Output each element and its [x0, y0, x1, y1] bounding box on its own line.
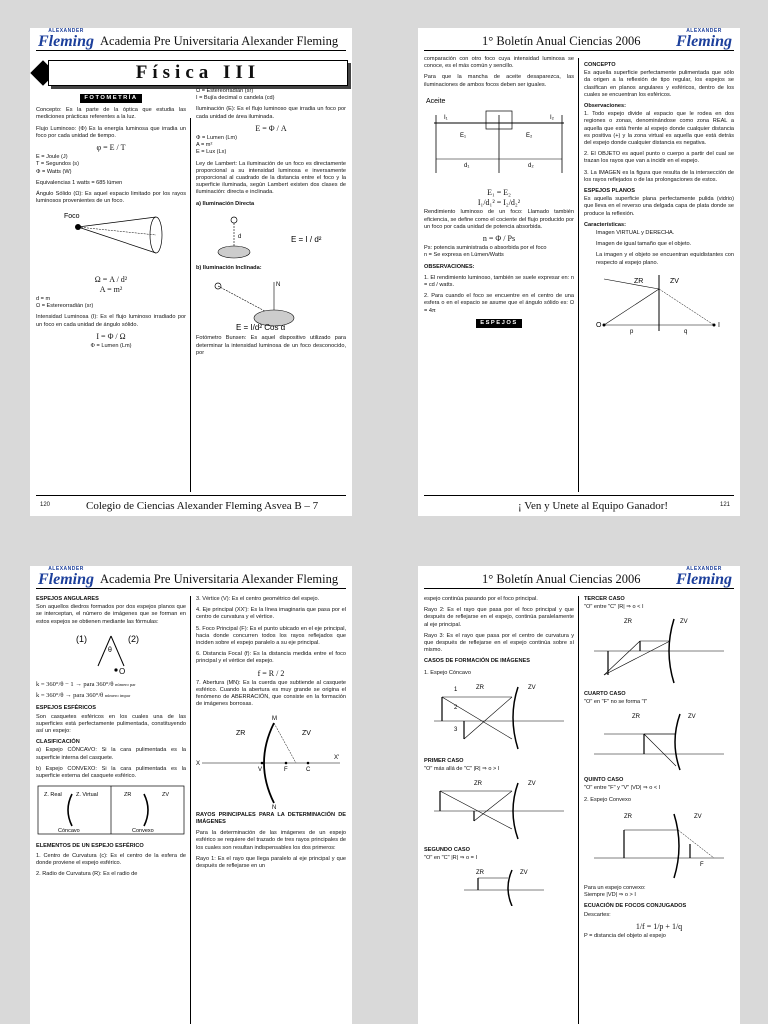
rendimiento-text: Rendimiento luminoso de un foco: Llamado también eficiencia, se define como el cociente del flujo producido por un foco por cada unidad de potencia absorbida. [424, 209, 574, 230]
z-real-label: Z. Real [44, 792, 62, 799]
esfericos-title: ESPEJOS ESFÉRICOS [36, 705, 96, 712]
page-number: 120 [40, 502, 51, 508]
omega-units: d = m Ω = Estereorradián (sr) [36, 296, 94, 310]
svg-text:ZV: ZV [688, 714, 696, 721]
concepto-text: Concepto: Es la parte de la óptica que estudia las mediciones prácticas referentes a la luz. [36, 107, 186, 121]
cuarto-caso-desc: "O" en "F" no se forma "I" [584, 698, 648, 705]
page-number: 121 [719, 502, 730, 508]
concavo-label: Cóncavo [58, 828, 80, 835]
rayo3-text: Rayo 3: Es el rayo que pasa por el centro de curvatura y que después de reflejarse en el espejo continúa sobre sí mismo. [424, 632, 574, 654]
header-rule [36, 588, 346, 589]
aceite-label: Aceite [426, 97, 446, 105]
svg-text:d₁: d₁ [464, 162, 470, 169]
p-definition: P = distancia del objeto al espejo [584, 933, 666, 940]
descartes-formula: 1/f = 1/p + 1/q [635, 921, 683, 931]
continua-text: espejo continúa pasando por el foco principal. [424, 596, 538, 602]
svg-text:ZR: ZR [476, 870, 484, 877]
convexo-label: Convexo [132, 828, 154, 835]
rayos-title: RAYOS PRINCIPALES PARA LA DETERMINACIÓN DE IMÁGENES [196, 811, 346, 826]
svg-text:F: F [284, 766, 288, 773]
column-right: CONCEPTO Es aquella superficie perfectamente pulimentada que sólo da origen a la reflexión de tipo regular, los espejos se clasifican en planos angulares y esféricos, dentro de los cuales se encuentran los esféricos. Observaciones: 1. Todo espejo divide al espacio que le rodea en dos regiones o zonas, denominándose como zona REAL a aquella que está frente al espejo donde cualquier distancia es positiva (+) y la zona virtual es aquella que está detrás del espejo donde cualquier distancia es negativa. 2. El OBJETO es aquel punto o cuerpo a partir del cual se trazan los rayos que van a incidir en el espejo. 3. La IMAGEN es la figura que resulta de la intersección de los rayos reflejados o de las prolongaciones de estos. ESPEJOS PLANOS Es aquella superficie plana perfectamente pulida (vidrio) que lleva en el reverso una delgada capa de plata donde se produce la reflexión. Características: Imagen VIRTUAL y DERECHA. Imagen de igual tamaño que el objeto. La imagen y el objeto se encuentran equidistantes con respecto al espejo plano. ZR ZV O I p q [584, 62, 734, 335]
column-divider [190, 596, 191, 1024]
page-122 [30, 566, 352, 1024]
page-footer: Colegio de Ciencias Alexander Fleming Asvea B – 7 [86, 500, 319, 512]
flujo-text: Flujo Luminoso: (Φ) Es la energía luminosa que irradia un foco por cada unidad de tiempo. [36, 125, 186, 139]
tercer-caso-title: TERCER CASO [584, 596, 625, 602]
fleming-logo: ALEXANDER Fleming [675, 28, 732, 50]
caracteristicas-title: Características: [584, 221, 626, 228]
inclinada-label: b) Iluminación Inclinada: [196, 265, 262, 272]
header-rule [424, 588, 734, 589]
page-header: Academia Pre Universitaria Alexander Fleming [100, 34, 339, 48]
solid-angle-diagram [36, 209, 186, 269]
convex-mirror-diagram [584, 808, 734, 882]
elementos-title: ELEMENTOS DE UN ESPEJO ESFÉRICO [36, 843, 144, 850]
col2-top-units: Ω = Estereorradián (sr) I = Bujía decimal o candela (cd) [196, 88, 275, 102]
footer-rule [424, 495, 734, 496]
flujo-formula: φ = E / T [96, 143, 126, 153]
convexo-desc: Para un espejo convexo: Siempre |VD| ⇒ o > I [584, 885, 646, 899]
segundo-caso-desc: "O" en "C" |R| ⇒ o = I [424, 854, 477, 861]
angular-mirror-diagram [36, 630, 186, 676]
svg-text:ZV: ZV [520, 870, 528, 877]
svg-text:ZR: ZR [476, 684, 484, 691]
clasificacion-title: CLASIFICACIÓN [36, 739, 80, 746]
page-header: 1° Boletín Anual Ciencias 2006 [482, 572, 641, 586]
concave-convex-diagram [36, 784, 186, 836]
inclined-illumination-diagram [196, 276, 346, 332]
section-tag: ESPEJOS [476, 319, 522, 328]
svg-text:C: C [306, 766, 311, 773]
elemento-7: 7. Abertura (MN): Es la cuerda que subtiende al casquete esférico. Cuando la abertura es muy grande se origina el fenómeno de ABERRACIÓN, que consiste en la formación de imágenes borrosas. [196, 679, 346, 708]
second-case-diagram [424, 866, 574, 906]
concepto-title: CONCEPTO [584, 62, 616, 68]
fleming-logo: ALEXANDER Fleming [37, 28, 94, 50]
focal-formula: f = R / 2 [257, 668, 285, 678]
z-virtual-label: Z. Virtual [76, 792, 98, 799]
elemento-3: 3. Vértice (V): Es el centro geométrico del espejo. [196, 596, 320, 602]
intensidad-formula: I = Φ / Ω [96, 331, 126, 341]
quinto-caso-desc: "O" entre "F" y "V" |VD| ⇒ o < I [584, 785, 661, 792]
svg-text:N: N [272, 804, 277, 809]
svg-text:ZV: ZV [162, 792, 170, 799]
column-divider [578, 596, 579, 1024]
esfericos-text: Son casquetes esféricos en los cuales una de las superficies está perfectamente pulimentada, constituyendo así un espejo: [36, 713, 186, 735]
intro-text: comparación con otro foco cuya intensidad luminosa se conoce, es el más común y sencillo. [424, 56, 574, 70]
clasificacion-a: a) Espejo CÓNCAVO: Si la cara pulimentada es la superficie interna del casquete. [36, 747, 186, 761]
observacion-espejos-3: 3. La IMAGEN es la figura que resulta de la intersección de los rayos reflejados o de las prolongaciones de estos. [584, 169, 734, 183]
ecuacion-title: ECUACIÓN DE FOCOS CONJUGADOS [584, 903, 687, 910]
svg-text:(2): (2) [128, 633, 139, 644]
bunsen-formula: I₁/d₁² = I₂/d₂² [477, 198, 521, 208]
casos-title: CASOS DE FORMACIÓN DE IMÁGENES [424, 658, 530, 665]
convexo-title: 2. Espejo Convexo [584, 796, 631, 803]
primer-caso-desc: "O" más allá de "C" |R| ⇒ o > I [424, 766, 500, 773]
fleming-logo: ALEXANDER Fleming [675, 566, 732, 588]
iluminacion-text: Iluminación (E): Es el flujo luminoso que irradia un foco por cada unidad de área iluminada. [196, 106, 346, 120]
ps-text: Ps: potencia suministrada o absorbida por el foco n = Se expresa en Lúmen/Watts [424, 245, 547, 259]
intensidad-text: Intensidad Luminosa (I): Es el flujo luminoso irradiado por un foco en cada unidad de ángulo sólido. [36, 314, 186, 328]
svg-text:3: 3 [454, 726, 458, 733]
svg-text:V: V [258, 766, 263, 773]
caracteristica-1: Imagen VIRTUAL y DERECHA. [596, 230, 675, 237]
directa-label: a) Iluminación Directa [196, 200, 255, 207]
planos-title: ESPEJOS PLANOS [584, 188, 635, 195]
svg-text:E = I/d² Cos α: E = I/d² Cos α [236, 323, 286, 333]
observaciones-title: OBSERVACIONES: [424, 263, 475, 270]
bunsen-text: Fotómetro Bunsen: Es aquel dispositivo utilizado para determinar la intensidad luminosa de un foco desconocido, por [196, 335, 346, 356]
rayos-text: Para la determinación de las imágenes de un espejo esférico se requiere del trazado de tres rayos principales de los cuales son resultan indispensables los dos primeros: [196, 830, 346, 851]
area-unit: A = m² [99, 284, 123, 294]
column-left [36, 94, 186, 354]
observacion-2: 2. Para cuando el foco se encuentre en el centro de una esfera o en el espacio se asume que el ángulo sólido es: Ω = 4π [424, 293, 574, 314]
rendimiento-formula: n = Φ / Ps [482, 234, 516, 244]
observacion-espejos-1: 1. Todo espejo divide al espacio que le rodea en dos regiones o zonas, denominándose como zona REAL a aquella que está frente al espejo donde cualquier distancia es positiva (+) y la zona virtual es aquella que está detrás del espejo donde cualquier distancia es negativa. [584, 111, 734, 147]
bunsen-photometer-diagram [424, 93, 574, 183]
elemento-6: 6. Distancia Focal (f): Es la distancia medida entre el foco principal y el vértice del espejo. [196, 651, 346, 665]
svg-text:I₁: I₁ [444, 114, 448, 121]
svg-text:ZR: ZR [634, 277, 644, 285]
svg-text:M: M [272, 715, 277, 722]
svg-text:N: N [276, 282, 281, 289]
svg-text:p: p [630, 328, 634, 335]
svg-text:ZR: ZR [624, 813, 632, 820]
column-right [584, 596, 734, 944]
svg-text:X': X' [334, 754, 340, 761]
page-123 [418, 566, 740, 1024]
elemento-1: 1. Centro de Curvatura (c): Es el centro de la esfera de donde proviene el espejo esférico. [36, 852, 186, 866]
svg-text:E₁: E₁ [460, 132, 467, 139]
svg-text:ZR: ZR [474, 781, 482, 788]
primer-caso-title: PRIMER CASO [424, 758, 464, 765]
page-header: 1° Boletín Anual Ciencias 2006 [482, 34, 641, 48]
svg-text:X: X [196, 760, 201, 767]
svg-text:F: F [700, 861, 704, 868]
header-rule [424, 50, 734, 51]
descartes-label: Descartes: [584, 911, 611, 918]
column-left [424, 596, 574, 909]
svg-text:ZV: ZV [670, 277, 679, 285]
svg-text:(1): (1) [76, 633, 87, 644]
iluminacion-formula: E = Φ / A [255, 123, 287, 133]
svg-text:ZV: ZV [528, 781, 536, 788]
caracteristica-3: La imagen y el objeto se encuentran equidistantes con respecto al espejo plano. [596, 252, 734, 266]
omega-formula: Ω = A / d² [94, 274, 128, 284]
spherical-mirror-elements-diagram [196, 713, 346, 809]
elemento-5: 5. Foco Principal (F): Es el punto ubicado en el eje principal, hacia donde concurren todos los rayos reflejados que inciden sobre el espejo paralelo a su eje principal. [196, 625, 346, 647]
svg-text:2: 2 [454, 704, 458, 711]
svg-text:I₂: I₂ [550, 114, 554, 121]
rayo2-text: Rayo 2: Es el rayo que pasa por el foco principal y que después de reflejarse en el espejo, continúa paralelamente al eje principal. [424, 607, 574, 628]
elemento-4: 4. Eje principal (XX'): Es la línea imaginaria que pasa por el centro de curvatura y el vértice. [196, 607, 346, 621]
numero-par-label: número par [115, 682, 136, 688]
svg-text:ZR: ZR [236, 729, 246, 737]
svg-text:E = I / d²: E = I / d² [291, 234, 322, 244]
observacion-espejos-2: 2. El OBJETO es aquel punto o cuerpo a partir del cual se trazan los rayos que van a incidir en el espejo. [584, 151, 734, 165]
segundo-caso-title: SEGUNDO CASO [424, 846, 470, 853]
chapter-title: Física III [48, 60, 348, 86]
observacion-1: 1. El rendimiento luminoso, también se suele expresar en: n = cd / watts. [424, 274, 574, 289]
column-right [196, 596, 346, 874]
equal-illumination-formula: E₁ = E₂ [487, 188, 511, 198]
caracteristica-2: Imagen de igual tamaño que el objeto. [596, 241, 692, 248]
equivalencias: Equivalencias 1 watts = 685 lúmen [36, 179, 123, 186]
numero-impar-label: número impar [104, 693, 131, 699]
column-divider [190, 118, 191, 492]
svg-text:ZV: ZV [694, 813, 702, 820]
foco-label: Foco [64, 213, 80, 221]
lumen-unit: Φ = Lumen (Lm) [90, 343, 132, 350]
fourth-case-diagram [584, 710, 734, 774]
svg-text:ZR: ZR [124, 792, 132, 799]
svg-text:ZV: ZV [528, 684, 536, 691]
planos-text: Es aquella superficie plana perfectamente pulida (vidrio) que lleva en el reverso una delgada capa de plata donde se produce la reflexión. [584, 196, 734, 217]
svg-text:ZR: ZR [632, 714, 640, 721]
elemento-2: 2. Radio de Curvatura (R): Es el radio de [36, 871, 138, 878]
third-case-diagram [584, 615, 734, 687]
svg-text:ZV: ZV [680, 619, 688, 626]
lambert-text: Ley de Lambert: La iluminación de un foco es directamente proporcional a su intensidad luminosa e inversamente proporcional al cuadrado de la distancia entre el foco y la superficie iluminada, según Lambert existen dos clases de iluminación: directa e inclinada. [196, 160, 346, 196]
header-rule [36, 50, 346, 51]
rayo1-text: Rayo 1: Es el rayo que llega paralelo al eje principal y que después de reflejarse en un [196, 855, 346, 870]
quinto-caso-title: QUINTO CASO [584, 777, 624, 784]
concavo-title: 1. Espejo Cóncavo [424, 669, 471, 676]
first-case-diagram [424, 777, 574, 843]
svg-text:d₂: d₂ [528, 162, 534, 169]
angulares-title: ESPEJOS ANGULARES [36, 596, 99, 602]
plane-mirror-diagram [584, 271, 734, 337]
flujo-units: E = Joule (J) T = Segundos (s) Φ = Watts (W) [36, 154, 79, 175]
concave-rays-diagram [424, 681, 574, 755]
svg-text:d: d [238, 233, 242, 240]
page-header: Academia Pre Universitaria Alexander Fleming [100, 572, 339, 586]
column-right [196, 88, 346, 361]
svg-text:E₂: E₂ [526, 132, 533, 139]
column-left [424, 56, 574, 332]
page-120 [30, 28, 352, 516]
fleming-logo: ALEXANDER Fleming [37, 566, 94, 588]
concepto-text: Es aquella superficie perfectamente pulimentada que sólo da origen a la reflexión de tipo regular, los espejos se clasifican en planos angulares y esféricos, dentro de los cuales se encuentran los esféricos. [584, 70, 734, 98]
clasificacion-b: b) Espejo CONVEXO: Si la cara pulimentada es la superficie externa del casquete esférico. [36, 765, 186, 780]
column-divider [578, 58, 579, 492]
mancha-text: Para que la mancha de aceite desaparezca, las iluminaciones de ambos focos deben ser iguales. [424, 74, 574, 88]
svg-text:O: O [596, 321, 602, 329]
page-footer: ¡ Ven y Unete al Equipo Ganador! [518, 500, 669, 512]
section-tag: FOTOMETRÍA [80, 94, 141, 103]
svg-text:q: q [684, 328, 688, 335]
cuarto-caso-title: CUARTO CASO [584, 690, 626, 697]
svg-text:I: I [718, 321, 720, 329]
svg-text:θ: θ [108, 646, 112, 654]
page-121 [418, 28, 740, 516]
column-left: ESPEJOS ANGULARES Son aquellos diedros formados por dos espejos planos que se interceptan, el número de imágenes que se forman en estos espejos se obtienen mediante las fórmulas: (1) (2) θ O k = 360°/θ − 1 → para 360°/θ número par k = 360°/θ → para 360°/θ número impar ESPEJOS ESFÉRICOS Son casquetes esféricos en los cuales una de las superficies está perfectamente pulimentada, constituyendo así un espejo: CLASIFICACIÓN a) Espejo CÓNCAVO: Si la cara pulimentada es la superficie interna del casquete. b) Espejo CONVEXO: Si la cara pulimentada es la superficie externa del casquete esférico. Z. Real Z. Virtual ZR ZV Cóncavo Convexo ELEMENTOS DE UN ESPEJO ESFÉRICO 1. Centro de Curvatura (c): Es el centro de la esfera de donde proviene el espejo esférico. 2. Radio de Curvatura (R): Es el radio de [36, 596, 186, 878]
angulo-solido-text: Ángulo Sólido (Ω): Es aquel espacio limitado por los rayos luminosos provenientes de un foco. [36, 191, 186, 205]
svg-text:ZR: ZR [624, 619, 632, 626]
angulares-text: Son aquellos diedros formados por dos espejos planos que se interceptan, el número de imágenes que se forman en estos espejos se obtienen mediante las fórmulas: [36, 604, 186, 625]
svg-text:1: 1 [454, 686, 458, 693]
footer-rule [36, 495, 346, 496]
direct-illumination-diagram [196, 212, 346, 262]
col2-units: Φ = Lumen (Lm) A = m² E = Lux (Lx) [196, 135, 237, 156]
svg-text:O: O [119, 666, 126, 676]
svg-text:ZV: ZV [302, 729, 311, 737]
tercer-caso-desc: "O" entre "C" |R| ⇒ o < I [584, 604, 644, 611]
